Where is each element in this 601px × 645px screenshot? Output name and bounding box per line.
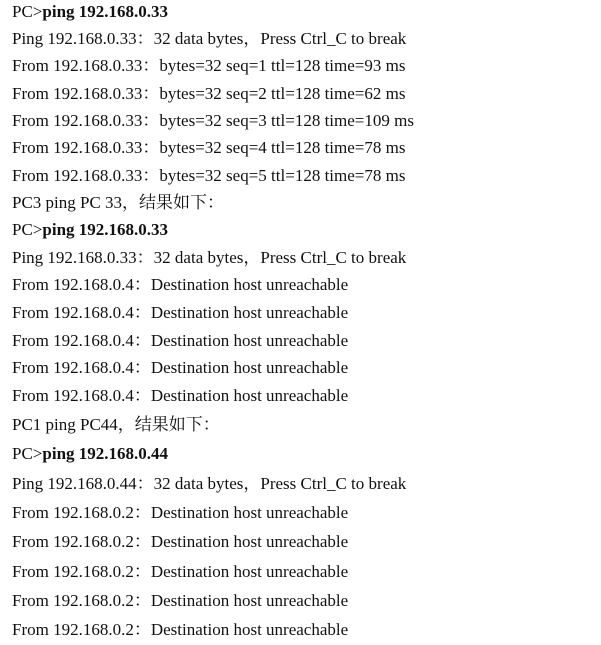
section-heading: PC3 ping PC 33，结果如下： — [12, 193, 225, 212]
ping-header-line: Ping 192.168.0.33：32 data bytes，Press Ctrl_C to break — [12, 248, 407, 267]
ping-command: ping 192.168.0.33 — [42, 2, 169, 21]
reply-line: From 192.168.0.33：bytes=32 seq=1 ttl=128 time=93 ms — [12, 56, 406, 75]
command-line — [12, 443, 168, 465]
reply-line: From 192.168.0.2：Destination host unreachable — [12, 620, 349, 639]
prompt-text: PC> — [12, 2, 43, 21]
ping-header-line: Ping 192.168.0.33：32 data bytes，Press Ctrl_C to break — [12, 29, 407, 48]
reply-line: From 192.168.0.2：Destination host unreachable — [12, 532, 349, 551]
prompt-text: PC> — [12, 444, 43, 463]
reply-line: From 192.168.0.4：Destination host unreachable — [12, 303, 349, 322]
reply-line: From 192.168.0.33：bytes=32 seq=5 ttl=128 time=78 ms — [12, 166, 406, 185]
ping-command: ping 192.168.0.44 — [42, 444, 169, 463]
reply-line: From 192.168.0.4：Destination host unreachable — [12, 331, 349, 350]
command-line — [12, 219, 168, 241]
reply-line: From 192.168.0.33：bytes=32 seq=2 ttl=128 time=62 ms — [12, 84, 406, 103]
ping-header-line: Ping 192.168.0.44：32 data bytes，Press Ctrl_C to break — [12, 474, 407, 493]
command-line — [12, 1, 168, 23]
reply-line: From 192.168.0.4：Destination host unreachable — [12, 386, 349, 405]
reply-line: From 192.168.0.2：Destination host unreachable — [12, 503, 349, 522]
prompt-text: PC> — [12, 220, 43, 239]
section-heading: PC1 ping PC44，结果如下： — [12, 415, 220, 434]
reply-line: From 192.168.0.4：Destination host unreachable — [12, 275, 349, 294]
reply-line: From 192.168.0.33：bytes=32 seq=4 ttl=128 time=78 ms — [12, 138, 406, 157]
ping-command: ping 192.168.0.33 — [42, 220, 169, 239]
reply-line: From 192.168.0.2：Destination host unreachable — [12, 591, 349, 610]
reply-line: From 192.168.0.4：Destination host unreachable — [12, 358, 349, 377]
reply-line: From 192.168.0.33：bytes=32 seq=3 ttl=128 time=109 ms — [12, 111, 414, 130]
reply-line: From 192.168.0.2：Destination host unreachable — [12, 562, 349, 581]
